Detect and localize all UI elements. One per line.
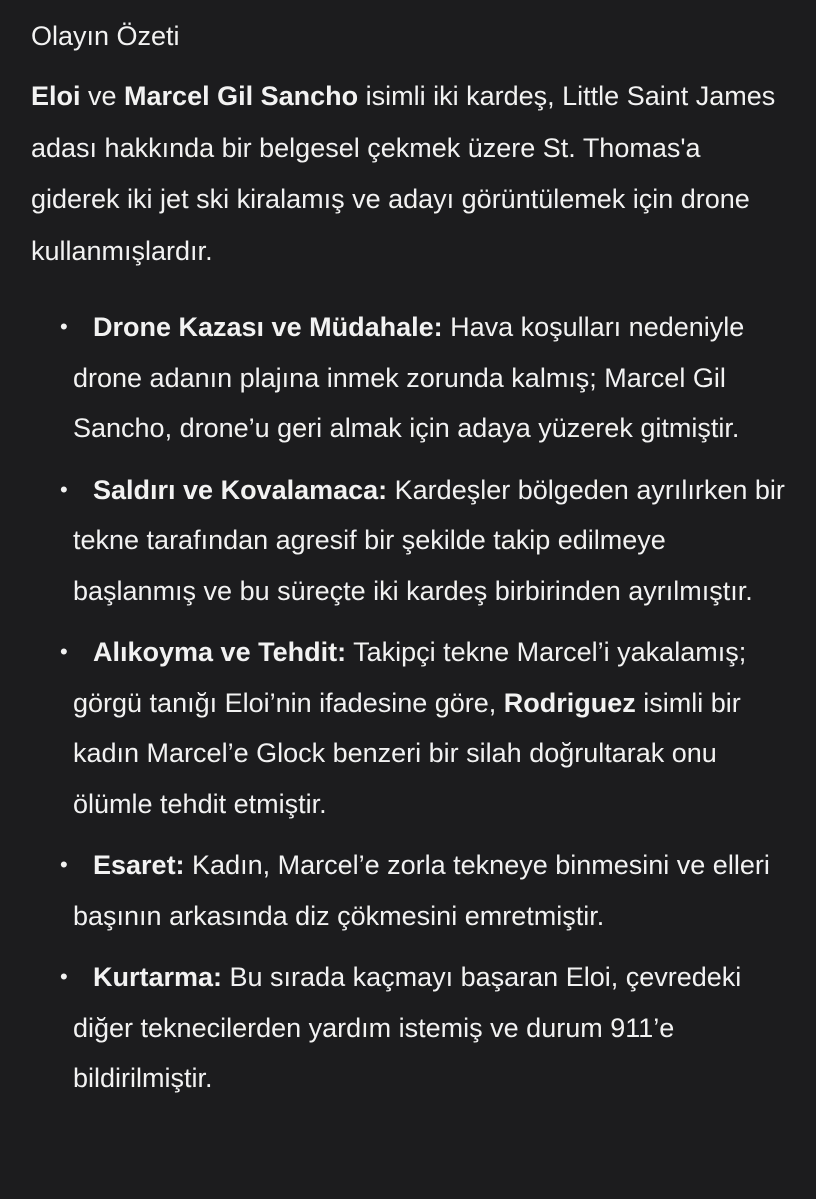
- list-item-text: [73, 627, 786, 829]
- name-rodriguez: Rodriguez: [503, 687, 636, 718]
- bullet-icon: •: [60, 852, 68, 877]
- list-item-heading: Kurtarma:: [93, 962, 223, 992]
- bullet-icon: •: [60, 314, 68, 339]
- list-item-text: [73, 302, 786, 454]
- list-item-heading: Esaret:: [93, 850, 185, 880]
- list-item-heading: Alıkoyma ve Tehdit:: [93, 637, 347, 667]
- bullet-icon: •: [60, 476, 68, 502]
- list-item-body: Takipçi tekne Marcel’i yakalamış; görgü tanığı Eloi’nin ifadesine göre,: [73, 637, 747, 718]
- list-item-body: Kadın, Marcel’e zorla tekneye binmesini ve elleri başının arkasında diz çökmesini emretmiştir.: [73, 850, 770, 931]
- list-item: [31, 952, 786, 1104]
- intro-rest: isimli iki kardeş, Little Saint James adası hakkında bir belgesel çekmek üzere St. Thomas'a giderek iki jet ski kiralamış ve adayı görüntülemek için drone kullanmışlardır.: [31, 81, 776, 266]
- intro-conjunction: ve: [80, 81, 125, 111]
- list-item-body: Bu sırada kaçmayı başaran Eloi, çevredeki diğer teknecilerden yardım istemiş ve durum 911’e bildirilmiştir.: [73, 962, 742, 1093]
- list-item-body: Kardeşler bölgeden ayrılırken bir tekne tarafından agresif bir şekilde takip edilmeye başlanmış ve bu süreçte iki kardeş birbirinden ayrılmıştır.: [73, 474, 785, 606]
- list-item-text: [73, 840, 786, 941]
- bullet-icon: •: [60, 964, 68, 989]
- list-item-heading: Drone Kazası ve Müdahale:: [93, 312, 443, 342]
- name-eloi: Eloi: [31, 81, 81, 111]
- name-marcel: Marcel Gil Sancho: [124, 81, 359, 111]
- list-item: [31, 465, 786, 617]
- intro-paragraph: [31, 71, 786, 277]
- section-title: Olayın Özeti: [31, 21, 180, 51]
- bullet-icon: •: [60, 639, 68, 664]
- list-item-body: Hava koşulları nedeniyle drone adanın plajına inmek zorunda kalmış; Marcel Gil Sancho, drone’u geri almak için adaya yüzerek gitmiştir.: [73, 312, 745, 443]
- list-item: [31, 627, 786, 829]
- list-item-heading: Saldırı ve Kovalamaca:: [93, 474, 388, 505]
- list-item: [31, 840, 786, 941]
- list-item-body-cont: isimli bir kadın Marcel’e Glock benzeri bir silah doğrultarak onu ölümle tehdit etmiştir.: [73, 687, 741, 819]
- list-item: [31, 302, 786, 454]
- summary-list: [31, 302, 786, 1104]
- list-item-text: [73, 952, 786, 1104]
- list-item-text: [73, 465, 786, 617]
